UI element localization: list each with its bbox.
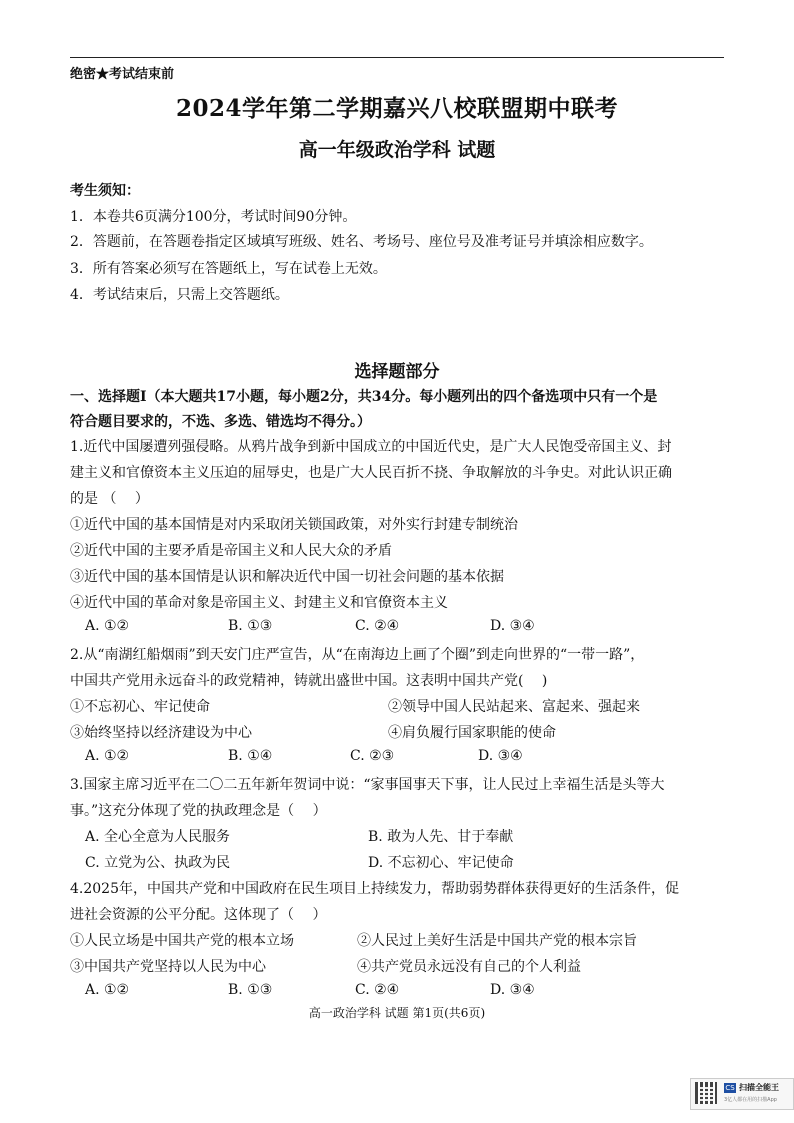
q1-stem: 1.近代中国屡遭列强侵略。从鸦片战争到新中国成立的中国近代史，是广大人民饱受帝国主义、封 <box>70 439 672 455</box>
scanner-watermark <box>690 1078 794 1110</box>
confidential-label: 绝密★考试结束前 <box>70 67 175 82</box>
q1-statement: ①近代中国的基本国情是对内采取闭关锁国政策，对外实行封建专制统治 <box>70 517 518 533</box>
q4-stem: 进社会资源的公平分配。这体现了（ ） <box>70 907 327 923</box>
cs-logo-icon: CS <box>725 1084 735 1092</box>
watermark-tagline: 3亿人都在用的扫描App <box>724 1097 777 1103</box>
exam-title: 2024学年第二学期嘉兴八校联盟期中联考 <box>175 95 618 122</box>
exam-subtitle: 高一年级政治学科 试题 <box>298 139 496 161</box>
q1-stem: 的是 （ ） <box>70 491 149 507</box>
q3-option-a: A. 全心全意为人民服务 <box>85 829 231 845</box>
q2-option-a: A. ①② <box>85 748 130 764</box>
q2-statement: ①不忘初心、牢记使命 <box>70 699 210 715</box>
page-footer: 高一政治学科 试题 第1页(共6页) <box>308 1006 486 1020</box>
q2-option-b: B. ①④ <box>228 748 273 764</box>
q2-option-d: D. ③④ <box>478 748 523 764</box>
q2-statement: ③始终坚持以经济建设为中心 <box>70 725 252 741</box>
notice-item: 1．本卷共6页满分100分，考试时间90分钟。 <box>70 209 357 225</box>
q4-statement: ③中国共产党坚持以人民为中心 <box>70 959 266 975</box>
q4-option-c: C. ②④ <box>355 982 400 998</box>
q1-statement: ④近代中国的革命对象是帝国主义、封建主义和官僚资本主义 <box>70 595 448 611</box>
q2-stem: 2.从“南湖红船烟雨”到天安门庄严宣告，从“在南海边上画了个圈”到走向世界的“一带一路”， <box>70 647 645 663</box>
q1-option-c: C. ②④ <box>355 618 400 634</box>
q1-statement: ③近代中国的基本国情是认识和解决近代中国一切社会问题的基本依据 <box>70 569 504 585</box>
notice-item: 2．答题前，在答题卷指定区域填写班级、姓名、考场号、座位号及准考证号并填涂相应数字。 <box>70 234 653 250</box>
q4-statement: ②人民过上美好生活是中国共产党的根本宗旨 <box>357 933 637 949</box>
q1-option-b: B. ①③ <box>228 618 273 634</box>
section-title: 选择题部分 <box>354 362 440 382</box>
watermark-app-name: 扫描全能王 <box>739 1083 779 1092</box>
q2-statement: ②领导中国人民站起来、富起来、强起来 <box>388 699 640 715</box>
q3-option-b: B. 敢为人先、甘于奉献 <box>368 829 514 845</box>
notice-heading: 考生须知： <box>70 183 140 199</box>
q1-statement: ②近代中国的主要矛盾是帝国主义和人民大众的矛盾 <box>70 543 392 559</box>
q3-option-d: D. 不忘初心、牢记使命 <box>368 855 514 871</box>
qr-code-icon <box>695 1082 717 1104</box>
header-rule <box>70 57 724 58</box>
q4-option-a: A. ①② <box>85 982 130 998</box>
q3-option-c: C. 立党为公、执政为民 <box>85 855 231 871</box>
notice-item: 3．所有答案必须写在答题纸上，写在试卷上无效。 <box>70 261 387 277</box>
q4-stem: 4.2025年，中国共产党和中国政府在民生项目上持续发力，帮助弱势群体获得更好的生活条件，促 <box>70 881 679 897</box>
q4-option-d: D. ③④ <box>490 982 535 998</box>
section-instruction: 符合题目要求的，不选、多选、错选均不得分。） <box>70 414 371 430</box>
q3-stem: 3.国家主席习近平在二〇二五年新年贺词中说：“家事国事天下事，让人民过上幸福生活是头等大 <box>70 777 665 793</box>
q3-stem: 事。”这充分体现了党的执政理念是（ ） <box>70 803 327 819</box>
section-instruction: 一、选择题Ⅰ（本大题共17小题，每小题2分，共34分。每小题列出的四个备选项中只有一个是 <box>70 389 658 405</box>
q2-option-c: C. ②③ <box>350 748 395 764</box>
q1-option-d: D. ③④ <box>490 618 535 634</box>
q4-statement: ①人民立场是中国共产党的根本立场 <box>70 933 294 949</box>
q2-stem: 中国共产党用永远奋斗的政党精神，铸就出盛世中国。这表明中国共产党( ) <box>70 673 548 689</box>
q1-stem: 建主义和官僚资本主义压迫的屈辱史，也是广大人民百折不挠、争取解放的斗争史。对此认识正确 <box>70 465 672 481</box>
notice-item: 4．考试结束后，只需上交答题纸。 <box>70 287 289 303</box>
q2-statement: ④肩负履行国家职能的使命 <box>388 725 556 741</box>
q4-statement: ④共产党员永远没有自己的个人利益 <box>357 959 581 975</box>
q1-option-a: A. ①② <box>85 618 130 634</box>
q4-option-b: B. ①③ <box>228 982 273 998</box>
